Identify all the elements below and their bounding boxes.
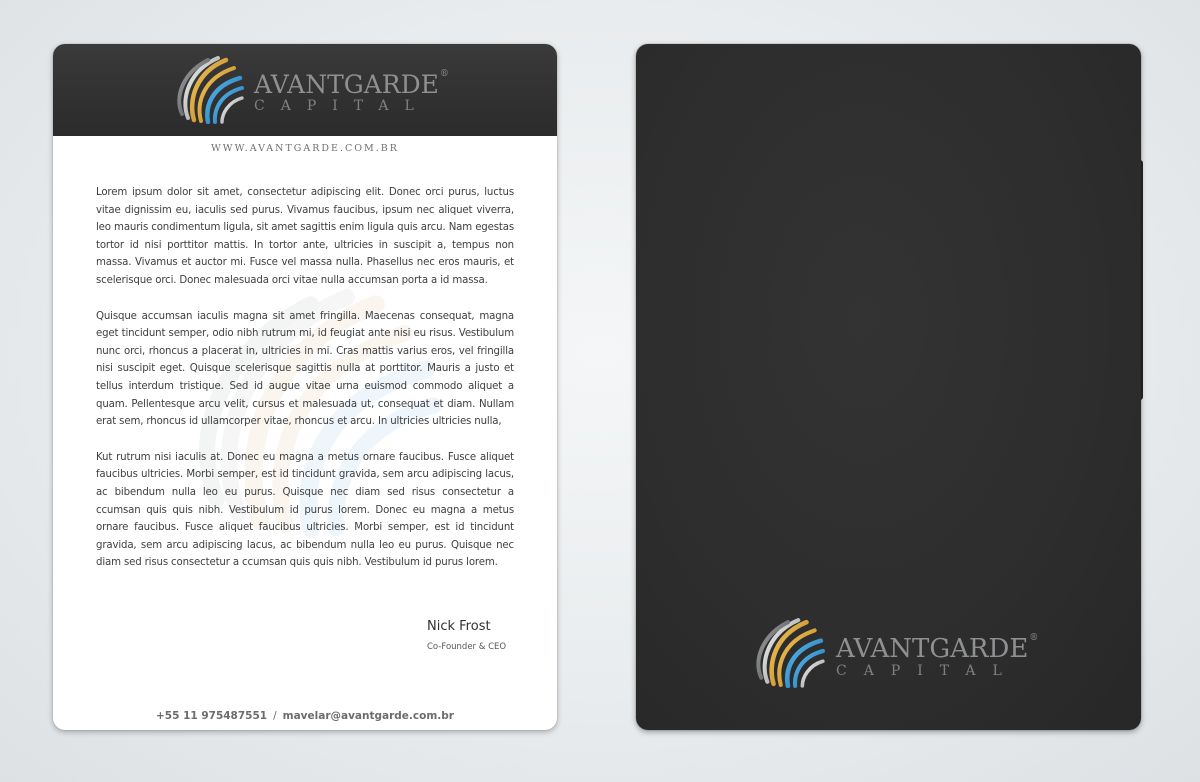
folder-brand-subtitle: CAPITAL (836, 663, 1019, 679)
letter-paragraph: Kut rutrum nisi iaculis at. Donec eu magna a metus ornare faucibus. Fusce aliquet faucibus ultricies. Morbi semper, est id tincidunt gravida, sem arcu adipiscing lacus, ac bibendum nulla leo eu purus. Quisque nec diam sed risus consectetur a ccumsan quis quis nibh. Vestibulum id purus lorem. Donec eu magna a metus ornare faucibus. Fusce aliquet faucibus ultricies. Morbi semper, est id tincidunt gravida, sem arcu adipiscing lacus, ac bibendum nulla leo eu purus. Quisque nec diam sed risus consectetur a ccumsan quis quis nibh. Vestibulum id purus lorem. (96, 451, 514, 569)
signature-name: Nick Frost (427, 619, 491, 634)
folder-brand-name: AVANTGARDE® (836, 633, 1039, 664)
letter-paragraph: Lorem ipsum dolor sit amet, consectetur adipiscing elit. Donec orci purus, luctus vitae dignissim eu, iaculis sed purus. Vivamus faucibus, ipsum nec aliquet viverra, leo mauris condimentum ligula, sit amet sagittis enim ligula quis arcu. Nam egestas tortor id nisi porttitor mattis. In tortor ante, ultricies in suscipit a, tempus non massa. Vivamus et auctor mi. Fusce vel massa nulla. Phasellus nec eros mauris, et scelerisque orci. Donec malesuada orci vitae nulla accumsan porta a id massa. (96, 187, 514, 286)
brand-logo (174, 54, 449, 124)
brand-subtitle: CAPITAL (254, 98, 430, 114)
signature-role: Co-Founder & CEO (427, 642, 507, 652)
contact-separator: / (273, 710, 277, 722)
brand-name: AVANTGARDE® (254, 69, 449, 99)
folder-brand-swirl-icon (753, 616, 827, 688)
contact-phone: +55 11 975487551 (156, 710, 268, 722)
contact-email: mavelar@avantgarde.com.br (282, 710, 454, 722)
brand-swirl-icon (174, 54, 246, 124)
letterhead-header (53, 44, 557, 136)
website-url: WWW.AVANTGARDE.COM.BR (211, 143, 399, 154)
folder-brand-logo (753, 616, 1039, 690)
letterhead-sheet (53, 44, 557, 730)
folder-cover (636, 44, 1141, 730)
contact-footer (53, 710, 557, 722)
letter-body (96, 184, 514, 590)
letter-paragraph: Quisque accumsan iaculis magna sit amet fringilla. Maecenas consequat, magna eget tincidunt semper, odio nibh rutrum mi, id feugiat ante nisi eu risus. Vestibulum nunc orci, rhoncus a placerat in, ultricies in mi. Cras mattis varius eros, vel fringilla nisi suscipit eget. Quisque scelerisque sagittis nulla at porttitor. Mauris a justo et tellus interdum tristique. Sed id augue vitae urna euismod commodo aliquet a quam. Pellentesque arcu velit, cursus et malesuada ut, consequat et diam. Nullam erat sem, rhoncus id ullamcorper vitae, rhoncus et arcu. In ultricies ultricies nulla, (96, 310, 514, 428)
